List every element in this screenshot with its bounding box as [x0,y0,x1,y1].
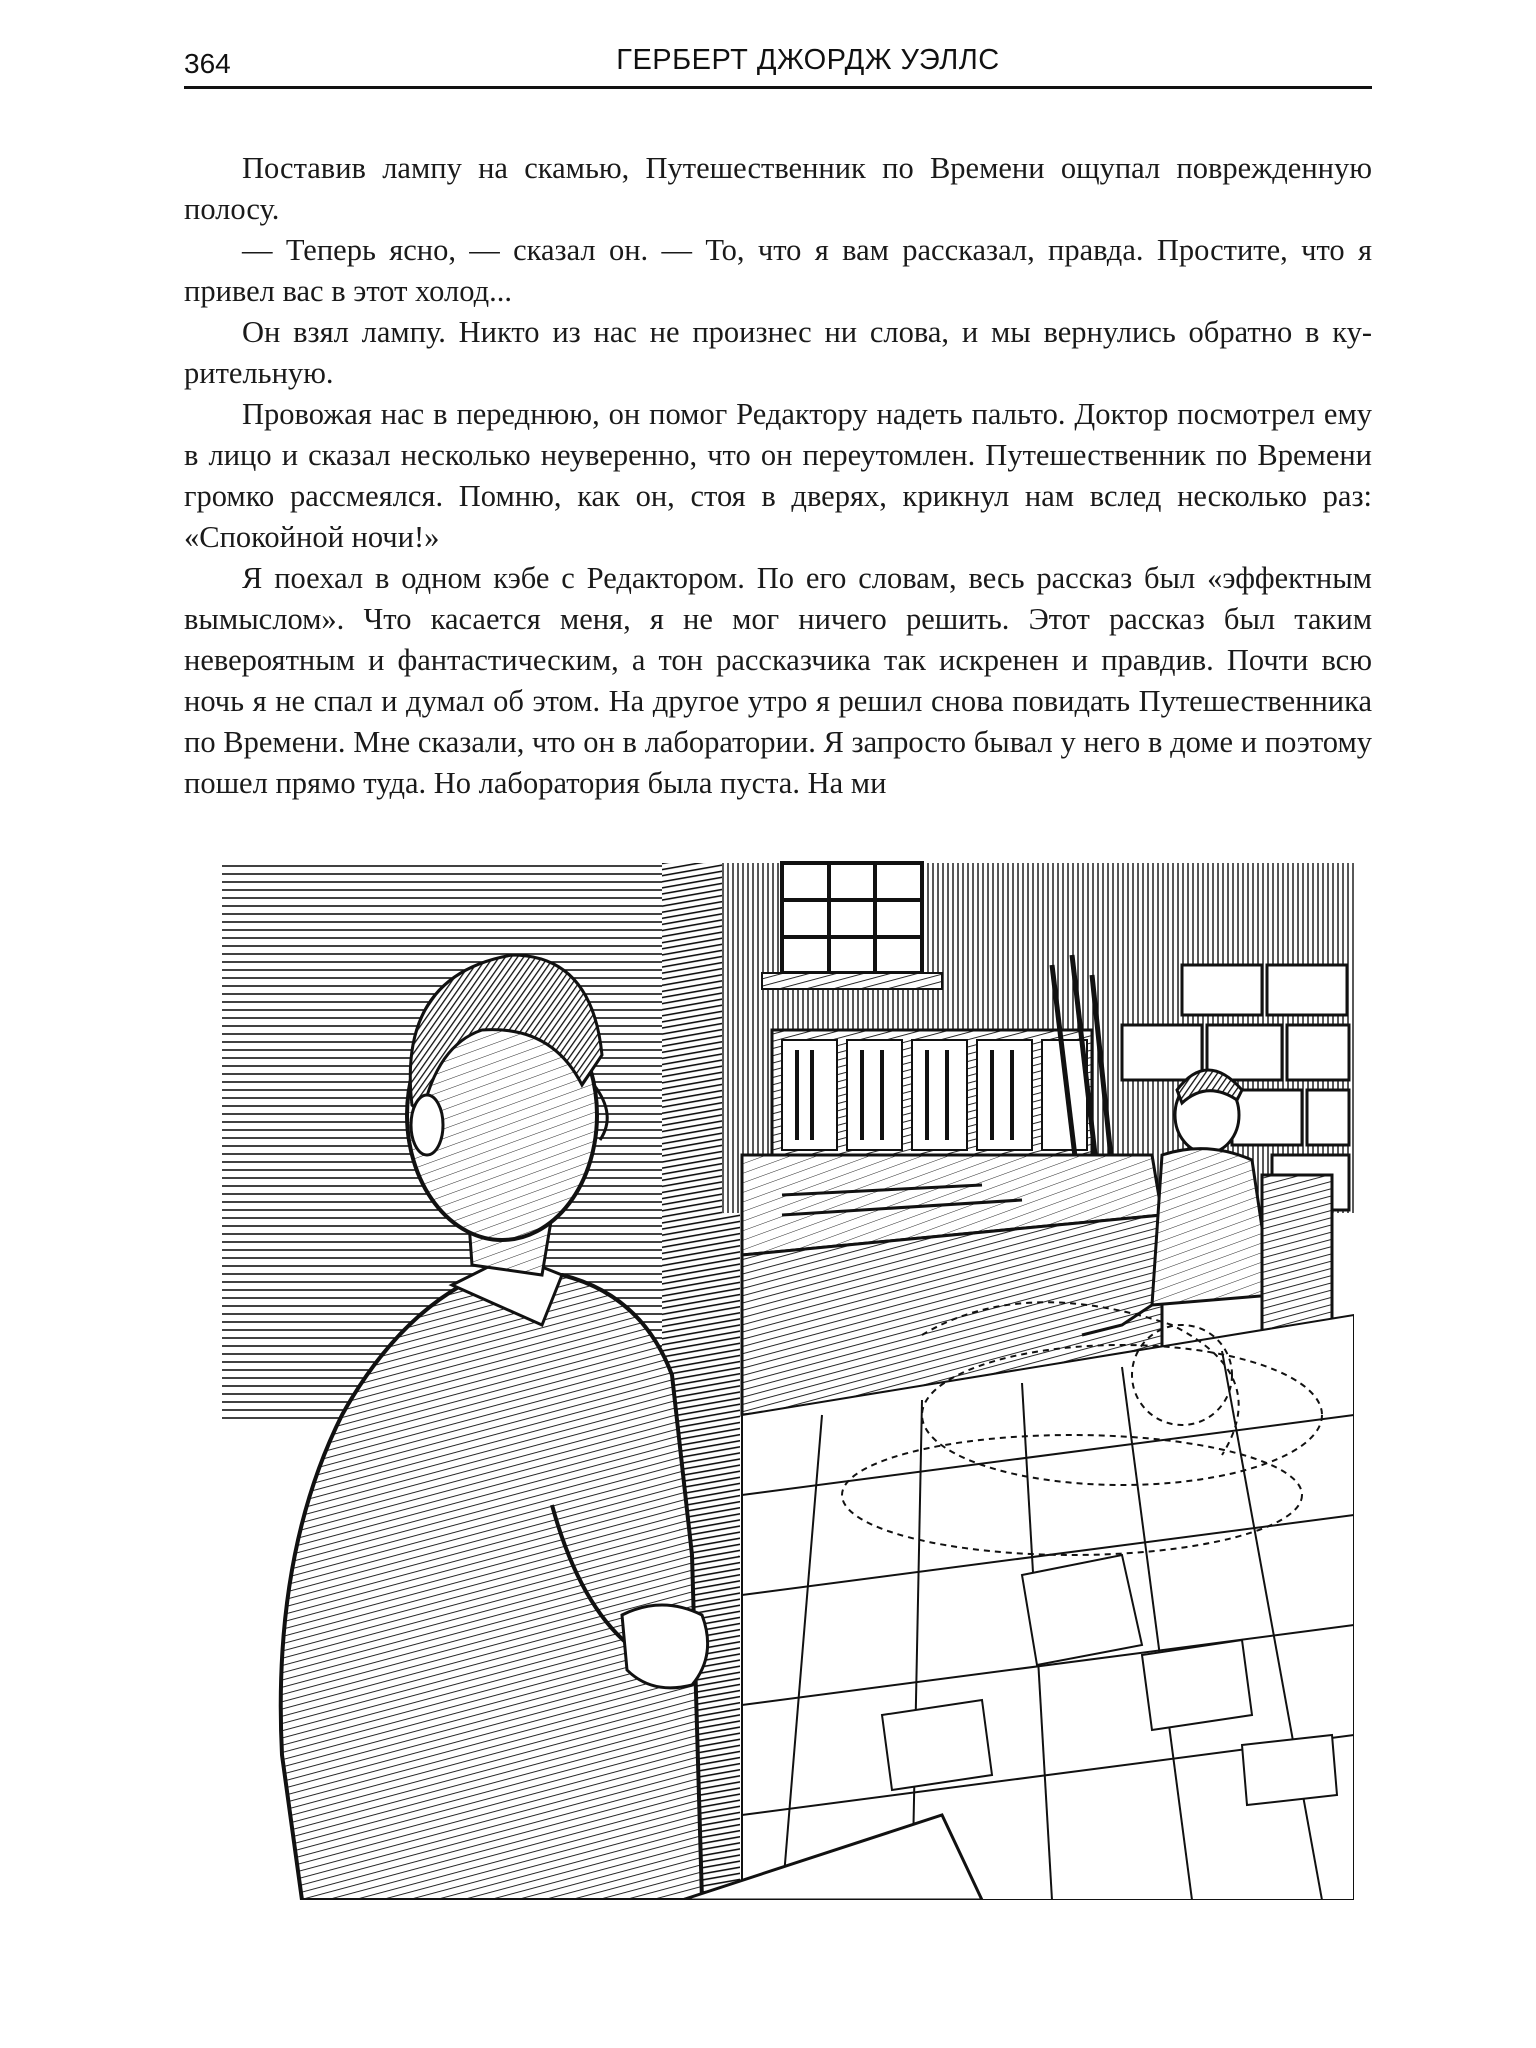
paragraph: Поставив лампу на скамью, Путешественник по Времени ощупал поврежденную полосу. [184,151,1372,226]
paragraph: Он взял лампу. Никто из нас не произнес ни слова, и мы вернулись обратно в курительную. [184,315,1372,390]
paragraph: Я поехал в одном кэбе с Редактором. По его словам, весь рассказ был «эффектным вымыслом». Что касается меня, я не мог ничего решить. Этот рассказ был таким невероятным и фантастическим, а тон рассказчика так искренен и правдив. Почти всю ночь я не спал и думал об этом. На другое утро я решил снова повидать Путешественника по Времени. Мне сказали, что он в лаборатории. Я запросто бывал у него в доме и поэтому пошел прямо туда. Но лаборатория была пуста. На ми [184,561,1372,800]
tool-shelf [772,1030,1092,1160]
running-header [184,36,1372,89]
page-number: 364 [184,48,231,79]
hand [622,1605,708,1688]
running-title: ГЕРБЕРТ ДЖОРДЖ УЭЛЛС [616,44,1000,76]
paragraph: Провожая нас в переднюю, он помог Редактору надеть пальто. Доктор посмотрел ему в лицо и сказал несколько неуверенно, что он переутомлен. Путешественник по Времени громко рассмеялся. Помню, как он, стоя в дверях, крикнул нам вслед несколько раз: «Спокойной ночи!» [184,397,1372,554]
illustration [222,855,1354,1900]
window [762,863,942,989]
body-text [184,148,1372,804]
paragraph: — Теперь ясно, — сказал он. — То, что я вам рассказал, правда. Простите, что я привел вас в этот холод... [184,233,1372,308]
